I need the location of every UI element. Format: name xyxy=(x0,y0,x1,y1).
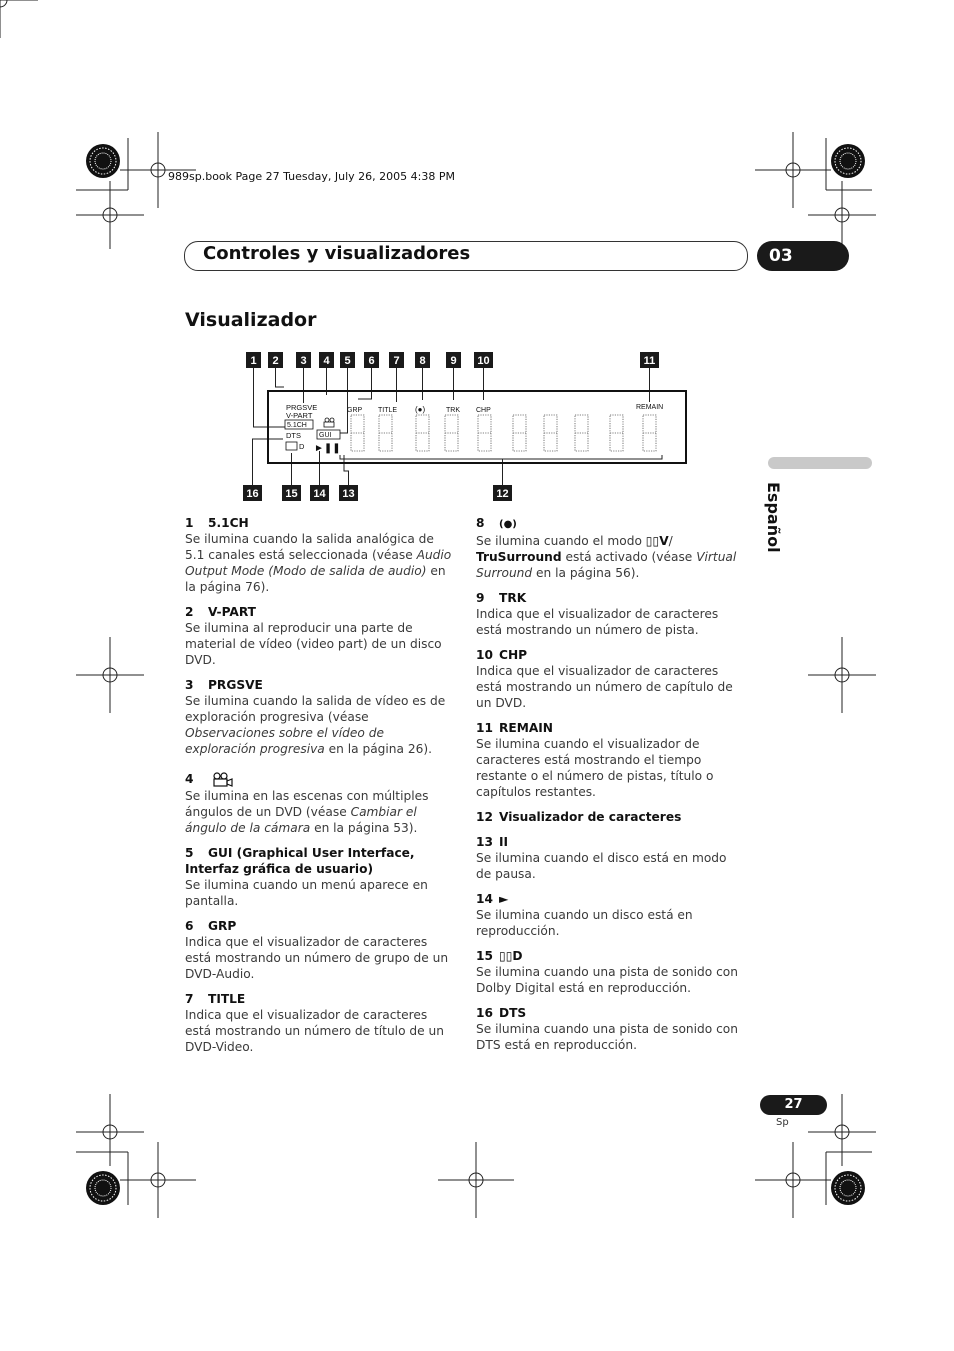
grp-indicator: GRP xyxy=(347,407,363,414)
vpart-indicator: V-PART xyxy=(286,411,313,420)
virtual-surround-indicator: (●) xyxy=(415,405,426,414)
trk-indicator: TRK xyxy=(446,407,460,414)
page-language-code: Sp xyxy=(776,1117,789,1128)
svg-text:4: 4 xyxy=(323,355,330,367)
camera-icon xyxy=(212,772,234,788)
svg-text:3: 3 xyxy=(300,355,307,367)
svg-text:7: 7 xyxy=(393,355,400,367)
svg-text:8: 8 xyxy=(419,355,426,367)
svg-text:11: 11 xyxy=(643,355,656,367)
surround-icon: (●) xyxy=(499,519,517,530)
title-indicator: TITLE xyxy=(378,407,398,414)
gui-indicator: GUI xyxy=(319,432,332,439)
svg-text:14: 14 xyxy=(313,488,326,500)
svg-text:10: 10 xyxy=(477,355,490,367)
section-title: Controles y visualizadores xyxy=(203,243,471,264)
language-label: Español xyxy=(764,482,783,553)
svg-text:15: 15 xyxy=(285,488,298,500)
chp-indicator: CHP xyxy=(476,407,491,414)
callout-1-label: 1 xyxy=(250,355,257,367)
svg-text:5: 5 xyxy=(344,355,351,367)
play-pause-indicator: ►❚❚ xyxy=(314,443,341,454)
camera-angle-icon xyxy=(324,418,334,427)
character-display xyxy=(351,415,656,451)
file-header-line: 989sp.book Page 27 Tuesday, July 26, 2005 4:38 PM xyxy=(168,170,455,183)
language-tab xyxy=(768,457,872,469)
dolby-d-indicator: D xyxy=(299,442,305,451)
svg-text:9: 9 xyxy=(450,355,457,367)
remain-indicator: REMAIN xyxy=(636,404,664,411)
svg-text:2: 2 xyxy=(272,355,279,367)
svg-text:13: 13 xyxy=(342,488,355,500)
prgsve-indicator: PRGSVE xyxy=(286,403,318,412)
left-column: 1 5.1CH Se ilumina cuando la salida analógica de 5.1 canales está seleccionada (véase Audio Output Mode (Modo de salida de audio) en la página 76). 2 V-PART Se ilumina al reproducir una parte de material de vídeo (video part) de un disco DVD. 3 PRGSVE Se ilumina cuando la salida de vídeo es de exploración progresiva (véase Observaciones sobre el vídeo de exploración progresiva en la página 26). 4 Se ilumina en las escenas con múltiples ángulos de un DVD (véase Cambiar el ángulo de la cámara en la página 53). 5 GUI (Graphical User Interface, Interfaz gráfica de usuario) Se ilumina cuando un menú aparece en pantalla. 6 GRP Indica que el visualizador de caracteres está mostrando un número de grupo de un DVD-Audio. 7 TITLE Indica que el visualizador de caracteres está mostrando un número de título de un DVD-Video. xyxy=(185,516,452,1054)
right-column: 8 (●) Se ilumina cuando el modo ▯▯V/ TruSurround está activado (véase Virtual Surround en la página 56). 9 TRK Indica que el visualizador de caracteres está mostrando un número de pista. 10 CHP Indica que el visualizador de caracteres está mostrando un número de capítulo de un DVD. 11 REMAIN Se ilumina cuando el visualizador de caracteres está mostrando el tiempo restante o el número de pistas, título o capítulos restantes. 12 Visualizador de caracteres 13 II Se ilumina cuando el disco está en modo de pausa. 14 ► Se ilumina cuando un disco está en reproducción. 15 ▯▯D Se ilumina cuando una pista de sonido con Dolby Digital está en reproducción. 16 DTS Se ilumina cuando una pista de sonido con DTS está en reproducción. xyxy=(476,516,738,1052)
page-number-badge: 27 xyxy=(760,1095,827,1115)
display-diagram xyxy=(240,345,690,510)
ch51-indicator: 5.1CH xyxy=(287,422,307,429)
svg-text:6: 6 xyxy=(368,355,375,367)
svg-text:16: 16 xyxy=(246,488,259,500)
dts-indicator: DTS xyxy=(286,431,301,440)
page-heading: Visualizador xyxy=(185,309,317,331)
svg-text:12: 12 xyxy=(496,488,509,500)
chapter-number-badge: 03 xyxy=(757,241,849,271)
